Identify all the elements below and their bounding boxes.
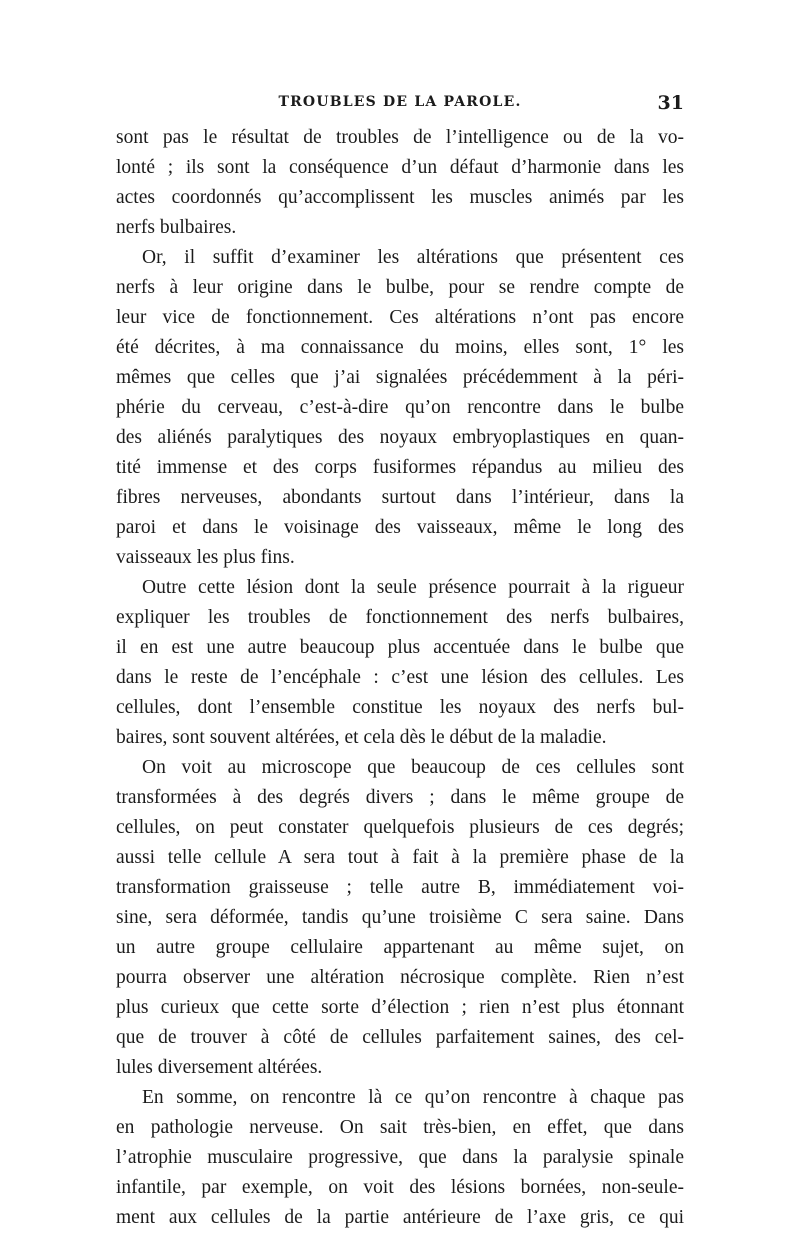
text-line: dans le reste de l’encéphale : c’est une lésion des cellules. Les (116, 667, 684, 688)
text-line: sont pas le résultat de troubles de l’intelligence ou de la vo- (116, 127, 684, 148)
text-line: tité immense et des corps fusiformes répandus au milieu des (116, 457, 684, 478)
page-number: 31 (657, 92, 684, 114)
text-line: transformées à des degrés divers ; dans le même groupe de (116, 787, 684, 808)
text-line: l’atrophie musculaire progressive, que dans la paralysie spinale (116, 1147, 684, 1168)
text-line: nerfs à leur origine dans le bulbe, pour se rendre compte de (116, 277, 684, 298)
text-line: cellules, dont l’ensemble constitue les noyaux des nerfs bul- (116, 697, 684, 718)
text-line: transformation graisseuse ; telle autre B, immédiatement voi- (116, 877, 684, 898)
text-line: plus curieux que cette sorte d’élection ; rien n’est plus étonnant (116, 997, 684, 1018)
text-line: leur vice de fonctionnement. Ces altérations n’ont pas encore (116, 307, 684, 328)
text-line: phérie du cerveau, c’est-à-dire qu’on rencontre dans le bulbe (116, 397, 684, 418)
text-line: que de trouver à côté de cellules parfaitement saines, des cel- (116, 1027, 684, 1048)
text-line: paroi et dans le voisinage des vaisseaux, même le long des (116, 517, 684, 538)
text-line: mêmes que celles que j’ai signalées précédemment à la péri- (116, 367, 684, 388)
text-line: un autre groupe cellulaire appartenant au même sujet, on (116, 937, 684, 958)
text-line: été décrites, à ma connaissance du moins, elles sont, 1° les (116, 337, 684, 358)
text-line: cellules, on peut constater quelquefois plusieurs de ces degrés; (116, 817, 684, 838)
text-line: il en est une autre beaucoup plus accentuée dans le bulbe que (116, 637, 684, 658)
running-title: TROUBLES DE LA PAROLE. (278, 94, 522, 110)
text-line: nerfs bulbaires. (116, 217, 237, 238)
text-line: en pathologie nerveuse. On sait très-bien, en effet, que dans (116, 1117, 684, 1138)
text-line: baires, sont souvent altérées, et cela dès le début de la maladie. (116, 727, 607, 748)
text-line: expliquer les troubles de fonctionnement des nerfs bulbaires, (116, 607, 684, 628)
text-line: des aliénés paralytiques des noyaux embryoplastiques en quan- (116, 427, 684, 448)
text-line: Or, il suffit d’examiner les altérations que présentent ces (142, 247, 684, 268)
text-line: fibres nerveuses, abondants surtout dans l’intérieur, dans la (116, 487, 684, 508)
text-line: pourra observer une altération nécrosique complète. Rien n’est (116, 967, 684, 988)
text-line: sine, sera déformée, tandis qu’une troisième C sera saine. Dans (116, 907, 684, 928)
text-line: En somme, on rencontre là ce qu’on rencontre à chaque pas (142, 1087, 684, 1108)
body-text (116, 123, 684, 1233)
text-line: lules diversement altérées. (116, 1057, 323, 1078)
text-line: On voit au microscope que beaucoup de ces cellules sont (142, 757, 684, 778)
text-line: ment aux cellules de la partie antérieure de l’axe gris, ce qui (116, 1207, 684, 1228)
text-line: Outre cette lésion dont la seule présence pourrait à la rigueur (142, 577, 684, 598)
text-line: aussi telle cellule A sera tout à fait à la première phase de la (116, 847, 684, 868)
text-line: actes coordonnés qu’accomplissent les muscles animés par les (116, 187, 684, 208)
text-line: infantile, par exemple, on voit des lésions bornées, non-seule- (116, 1177, 684, 1198)
text-line: lonté ; ils sont la conséquence d’un défaut d’harmonie dans les (116, 157, 684, 178)
text-line: vaisseaux les plus fins. (116, 547, 295, 568)
running-header (116, 92, 684, 118)
